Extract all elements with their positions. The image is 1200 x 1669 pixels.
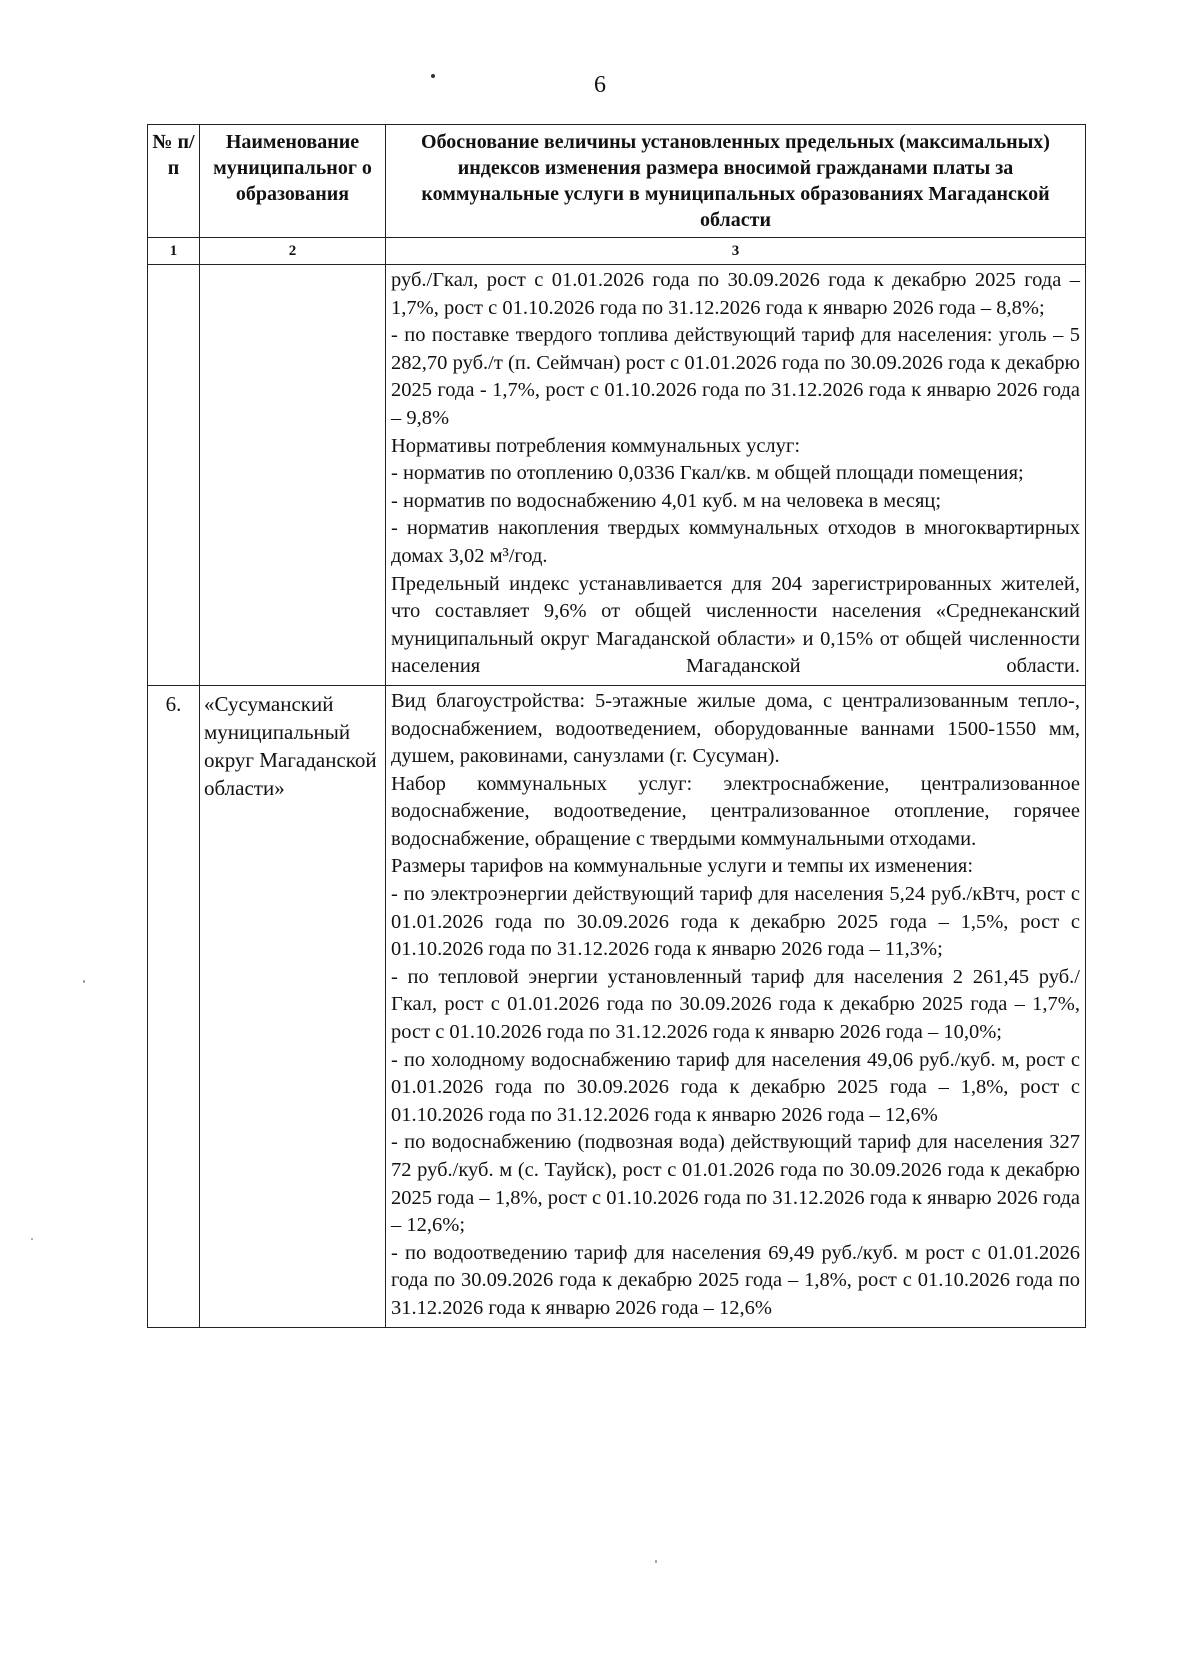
paragraph: - норматив по отоплению 0,0336 Гкал/кв. м общей площади помещения; [391,462,1024,485]
scan-speck [431,74,435,78]
column-number-1: 1 [148,238,200,265]
scan-dust [31,1238,33,1240]
page-number: 6 [594,72,606,98]
scan-dust [83,980,85,983]
column-number-2: 2 [200,238,386,265]
paragraph: - норматив накопления твердых коммунальных отходов в многоквартирных домах 3,02 м³/год. [391,517,1080,567]
paragraph: Размеры тарифов на коммунальные услуги и темпы их изменения: [391,855,974,878]
table-row [148,685,1086,1327]
column-number-row [148,238,1086,265]
scan-dust [655,1560,657,1563]
municipality-name: «Сусуманский муниципальный округ Магаданской области» [200,685,386,1327]
paragraph: - по водоотведению тариф для населения 69,49 руб./куб. м рост с 01.01.2026 года по 30.09.2026 года к декабрю 2025 года – 1,8%, рост с 01.10.2026 года по 31.12.2026 года к январю 2026 года – 12,6% [391,1241,1080,1319]
tariff-table [147,124,1086,1328]
paragraph: - норматив по водоснабжению 4,01 куб. м на человека в месяц; [391,489,942,512]
justification-cell [386,685,1086,1327]
paragraph: - по холодному водоснабжению тариф для населения 49,06 руб./куб. м, рост с 01.01.2026 года по 30.09.2026 года к декабрю 2025 года – 1,8%, рост с 01.10.2026 года по 31.12.2026 года к январю 2026 года – 12,6% [391,1048,1080,1126]
justification-cell [386,265,1086,686]
continuation-row [148,265,1086,686]
row-number [148,265,200,686]
header-number: № п/п [148,125,200,238]
header-row [148,125,1086,238]
municipality-name [200,265,386,686]
paragraph: руб./Гкал, рост с 01.01.2026 года по 30.09.2026 года к декабрю 2025 года – 1,7%, рост с 01.10.2026 года по 31.12.2026 года к январю 2026 года – 8,8%; [391,269,1080,319]
paragraph: Вид благоустройства: 5-этажные жилые дома, с централизованным тепло-, водоснабжением, водоотведением, оборудованные ваннами 1500-1550 мм, душем, раковинами, санузлами (г. Сусуман). [391,689,1080,768]
header-justification: Обоснование величины установленных предельных (максимальных) индексов изменения размера вносимой гражданами платы за коммунальные услуги в муниципальных образованиях Магаданской области [386,125,1086,238]
row-number: 6. [148,685,200,1327]
column-number-3: 3 [386,238,1086,265]
paragraph: Предельный индекс устанавливается для 204 зарегистрированных жителей, что составляет 9,6% от общей численности населения «Среднеканский муниципальный округ Магаданской области» и 0,15% от общей численности населения Магаданской области. [391,572,1080,678]
paragraph: Набор коммунальных услуг: электроснабжение, централизованное водоснабжение, водоотведение, централизованное отопление, горячее водоснабжение, обращение с твердыми коммунальными отходами. [391,772,1080,850]
paragraph: - по электроэнергии действующий тариф для населения 5,24 руб./кВтч, рост с 01.01.2026 года по 30.09.2026 года к декабрю 2025 года – 1,5%, рост с 01.10.2026 года по 31.12.2026 года к январю 2026 года – 11,3%; [391,883,1080,961]
paragraph: Нормативы потребления коммунальных услуг: [391,434,801,457]
paragraph: - по водоснабжению (подвозная вода) действующий тариф для населения 327 72 руб./куб. м (с. Тауйск), рост с 01.01.2026 года по 30.09.2026 года к декабрю 2025 года – 1,8%, рост с 01.10.2026 года по 31.12.2026 года к январю 2026 года – 12,6%; [391,1131,1080,1237]
header-municipality: Наименование муниципальног о образования [200,125,386,238]
paragraph: - по поставке твердого топлива действующий тариф для населения: уголь – 5 282,70 руб./т (п. Сеймчан) рост с 01.01.2026 года по 30.09.2026 года к декабрю 2025 года - 1,7%, рост с 01.10.2026 года по 31.12.2026 года к январю 2026 года – 9,8% [391,324,1080,429]
paragraph: - по тепловой энергии установленный тариф для населения 2 261,45 руб./Гкал, рост с 01.01.2026 года по 30.09.2026 года к декабрю 2025 года – 1,7%, рост с 01.10.2026 года по 31.12.2026 года к январю 2026 года – 10,0%; [391,965,1080,1044]
